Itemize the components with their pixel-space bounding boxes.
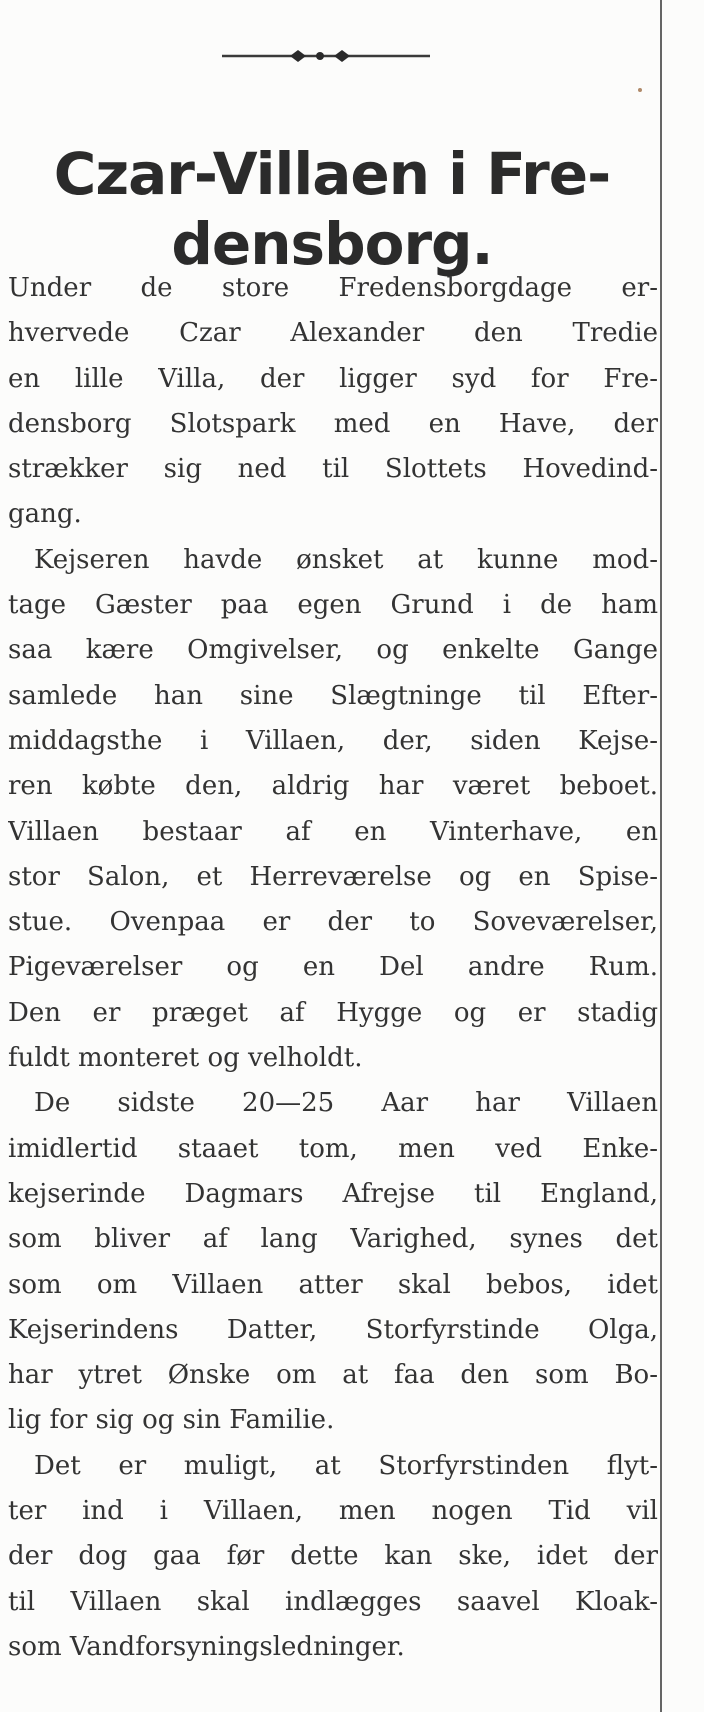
text-line: Under de store Fredensborgdage er- [8,273,658,303]
text-line: stor Salon, et Herreværelse og en Spise- [8,861,658,892]
text-line: stue. Ovenpaa er der to Soveværelser, [8,907,658,938]
headline-line-2: densborg. [171,209,493,278]
text-line: der dog gaa før dette kan ske, idet der [8,1541,658,1572]
text-line: som om Villaen atter skal bebos, idet [8,1269,658,1300]
text-line: De sidste 20—25 Aar har Villaen [34,1088,658,1119]
text-line: Den er præget af Hygge og er stadig [8,997,658,1028]
text-line: lig for sig og sin Familie. [8,1405,335,1436]
text-line: til Villaen skal indlægges saavel Kloak- [8,1586,658,1617]
text-line: Kejseren havde ønsket at kunne mod- [34,544,658,575]
headline-line-1: Czar-Villaen i Fre- [53,139,611,208]
text-line: ter ind i Villaen, men nogen Tid vil [8,1496,658,1527]
text-line: fuldt monteret og velholdt. [8,1043,363,1074]
ornamental-rule [222,48,430,64]
text-line: tage Gæster paa egen Grund i de ham [8,590,658,621]
text-line: som Vandforsyningsledninger. [8,1631,405,1662]
text-line: middagsthe i Villaen, der, siden Kejse- [8,725,658,756]
paragraph-4 [8,1444,658,1670]
text-line: har ytret Ønske om at faa den som Bo- [8,1360,658,1391]
text-line: samlede han sine Slægtninge til Efter- [8,680,658,711]
text-line: strækker sig ned til Slottets Hovedind- [8,454,658,485]
text-line: imidlertid staaet tom, men ved Enke- [8,1133,658,1164]
headline [12,139,652,279]
text-line: Pigeværelser og en Del andre Rum. [8,952,658,983]
text-line: Villaen bestaar af en Vinterhave, en [8,816,658,847]
column-rule [660,0,662,1712]
text-line: Kejserindens Datter, Storfyrstinde Olga, [8,1314,658,1345]
text-line: saa kære Omgivelser, og enkelte Gange [8,635,658,666]
text-line: Det er muligt, at Storfyrstinden flyt- [34,1450,658,1481]
article-body [8,266,658,1670]
text-line: ren købte den, aldrig har været beboet. [8,771,658,802]
text-line: som bliver af lang Varighed, synes det [8,1224,658,1255]
text-line: gang. [8,499,82,530]
ink-speck [638,88,642,92]
paragraph-1 [8,266,658,538]
paragraph-2 [8,538,658,1082]
text-line: densborg Slotspark med en Have, der [8,408,658,439]
text-line: hvervede Czar Alexander den Tredie [8,318,658,349]
paragraph-3 [8,1081,658,1443]
text-line: en lille Villa, der ligger syd for Fre- [8,363,658,394]
text-line: kejserinde Dagmars Afrejse til England, [8,1178,658,1209]
